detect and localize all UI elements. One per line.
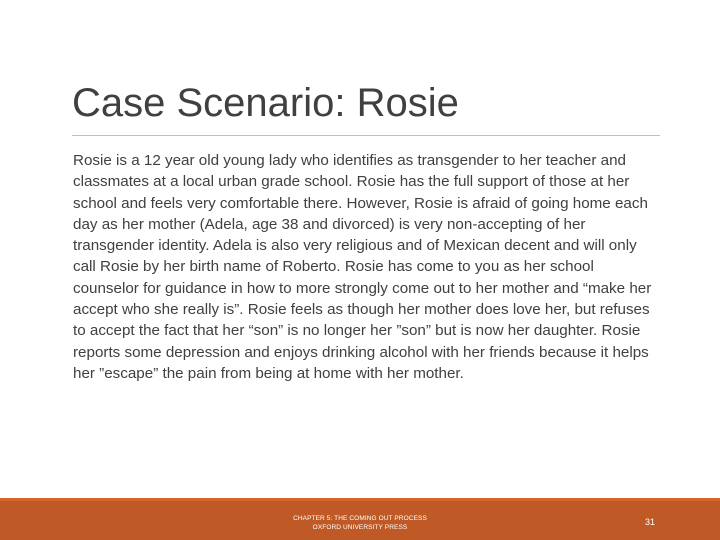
title-divider [72,135,660,136]
slide-number: 31 [644,517,655,527]
footer-publisher-label: OXFORD UNIVERSITY PRESS [312,524,408,531]
slide-body-text: Rosie is a 12 year old young lady who identifies as transgender to her teacher and classmates at a local urban grade school. Rosie has the full support of those at her school and feels very comfortable there. However, Rosie is afraid of going home each day as her mother (Adela, age 38 and divorced) is very non-accepting of her transgender identity. Adela is also very religious and of Mexican decent and will only call Rosie by her birth name of Roberto. Rosie has come to you as her school counselor for guidance in how to more strongly come out to her mother and “make her accept who she really is”. Rosie feels as though her mother does love her, but refuses to accept the fact that her “son” is no longer her ”son” but is now her daughter. Rosie reports some depression and enjoys drinking alcohol with her friends because it helps her ”escape” the pain from being at home with her mother. [73,152,652,382]
footer-chapter-label: CHAPTER 5: THE COMING OUT PROCESS [293,515,427,522]
slide-title: Case Scenario: Rosie [72,81,459,125]
footer-caption [240,514,480,532]
